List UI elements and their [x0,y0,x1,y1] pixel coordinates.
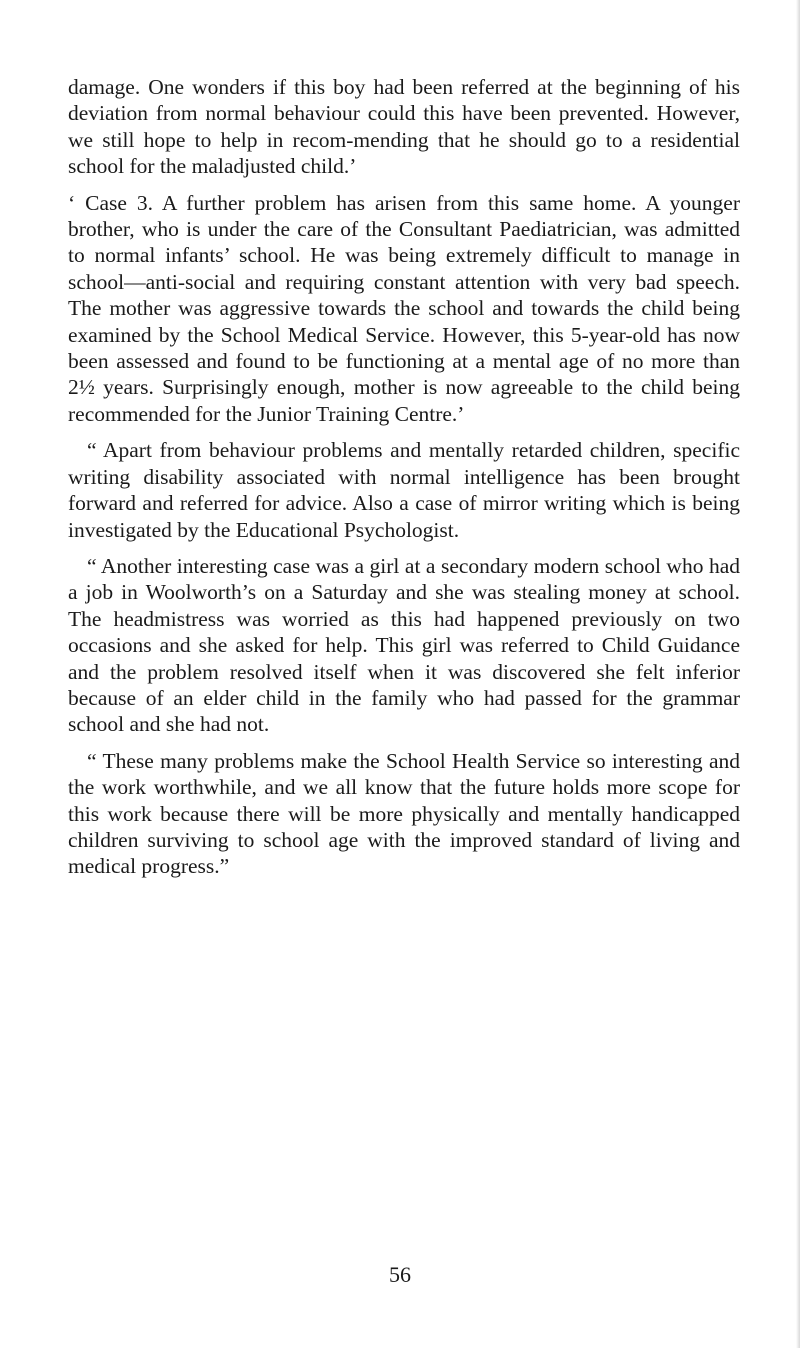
page-edge-shadow [796,0,800,1348]
paragraph-writing-disability: “ Apart from behaviour problems and mentally retarded children, specific writing disability associated with normal intelligence has been brought forward and referred for advice. Also a case of mirror writing which is being investigated by the Educational Psychologist. [68,438,740,542]
paragraph-secondary-modern-girl: “ Another interesting case was a girl at a secondary modern school who had a job in Woolworth’s on a Saturday and she was stealing money at school. The headmistress was worried as this had happened previously on two occasions and she asked for help. This girl was referred to Child Guidance and the problem resolved itself when it was discovered she felt inferior because of an elder child in the family who had passed for the grammar school and she had not. [68,553,740,737]
paragraph-case-3: ‘ Case 3. A further problem has arisen from this same home. A younger brother, who is under the care of the Consultant Paediatrician, was admitted to normal infants’ school. He was being extremely difficult to manage in school—anti-social and requiring constant attention with very bad speech. The mother was aggressive towards the school and towards the child being examined by the School Medical Service. However, this 5-year-old has now been assessed and found to be functioning at a mental age of no more than 2½ years. Surprisingly enough, mother is now agreeable to the child being recommended for the Junior Training Centre.’ [68,190,740,426]
paragraph-continuation: damage. One wonders if this boy had been referred at the beginning of his deviation from normal behaviour could this have been prevented. However, we still hope to help in recom-mending that he should go to a residential school for the maladjusted child.’ [68,75,740,179]
page-body [68,74,740,880]
paragraph-school-health-service: “ These many problems make the School Health Service so interesting and the work worthwhile, and we all know that the future holds more scope for this work because there will be more physically and mentally handicapped children surviving to school age with the improved standard of living and medical progress.” [68,748,740,879]
page-number: 56 [389,1262,411,1287]
